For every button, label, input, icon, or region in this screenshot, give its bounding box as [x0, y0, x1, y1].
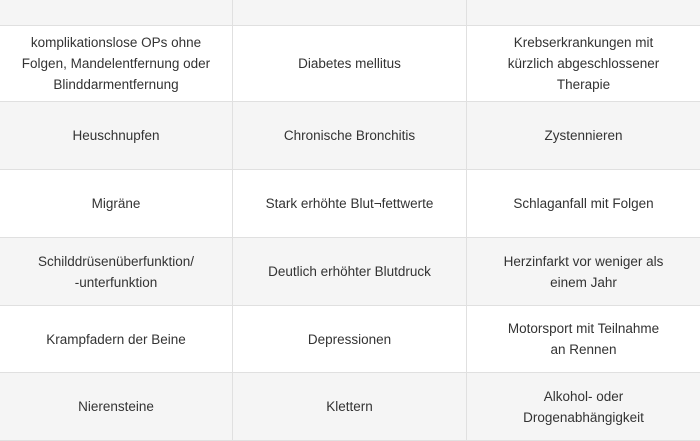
table-cell: Krebserkrankungen mit kürzlich abgeschlossener Therapie — [507, 35, 660, 92]
table-cell — [467, 0, 700, 25]
table-row — [0, 0, 700, 26]
table-cell: Krampfadern der Beine — [0, 306, 233, 372]
table-cell — [0, 0, 233, 25]
table-cell: Schlaganfall mit Folgen — [513, 196, 654, 211]
table-row — [0, 373, 700, 441]
table-cell: Alkohol- oder Drogenabhängigkeit — [523, 388, 644, 425]
table-cell: Migräne — [0, 170, 233, 237]
table-row — [0, 170, 700, 238]
table-cell: Schilddrüsenüberfunktion/ -unterfunktion — [0, 238, 233, 305]
table-row — [0, 26, 700, 102]
table-cell: Depressionen — [233, 306, 467, 372]
table-cell: Herzinfarkt vor weniger als einem Jahr — [503, 253, 664, 290]
table-cell: Klettern — [233, 373, 467, 440]
table-cell: Nierensteine — [0, 373, 233, 440]
table-cell: Chronische Bronchitis — [233, 102, 467, 169]
table-cell: Zystennieren — [544, 128, 623, 143]
table-cell: komplikationslose OPs ohne Folgen, Mandelentfernung oder Blinddarmentfernung — [0, 26, 233, 101]
table-row — [0, 238, 700, 306]
table-row — [0, 306, 700, 373]
table-cell: Diabetes mellitus — [233, 26, 467, 101]
table-row — [0, 102, 700, 170]
table-cell: Deutlich erhöhter Blutdruck — [233, 238, 467, 305]
table-cell: Motorsport mit Teilnahme an Rennen — [507, 321, 660, 357]
table-cell: Heuschnupfen — [0, 102, 233, 169]
table-cell — [233, 0, 467, 25]
table-cell: Stark erhöhte Blut¬fettwerte — [233, 170, 467, 237]
